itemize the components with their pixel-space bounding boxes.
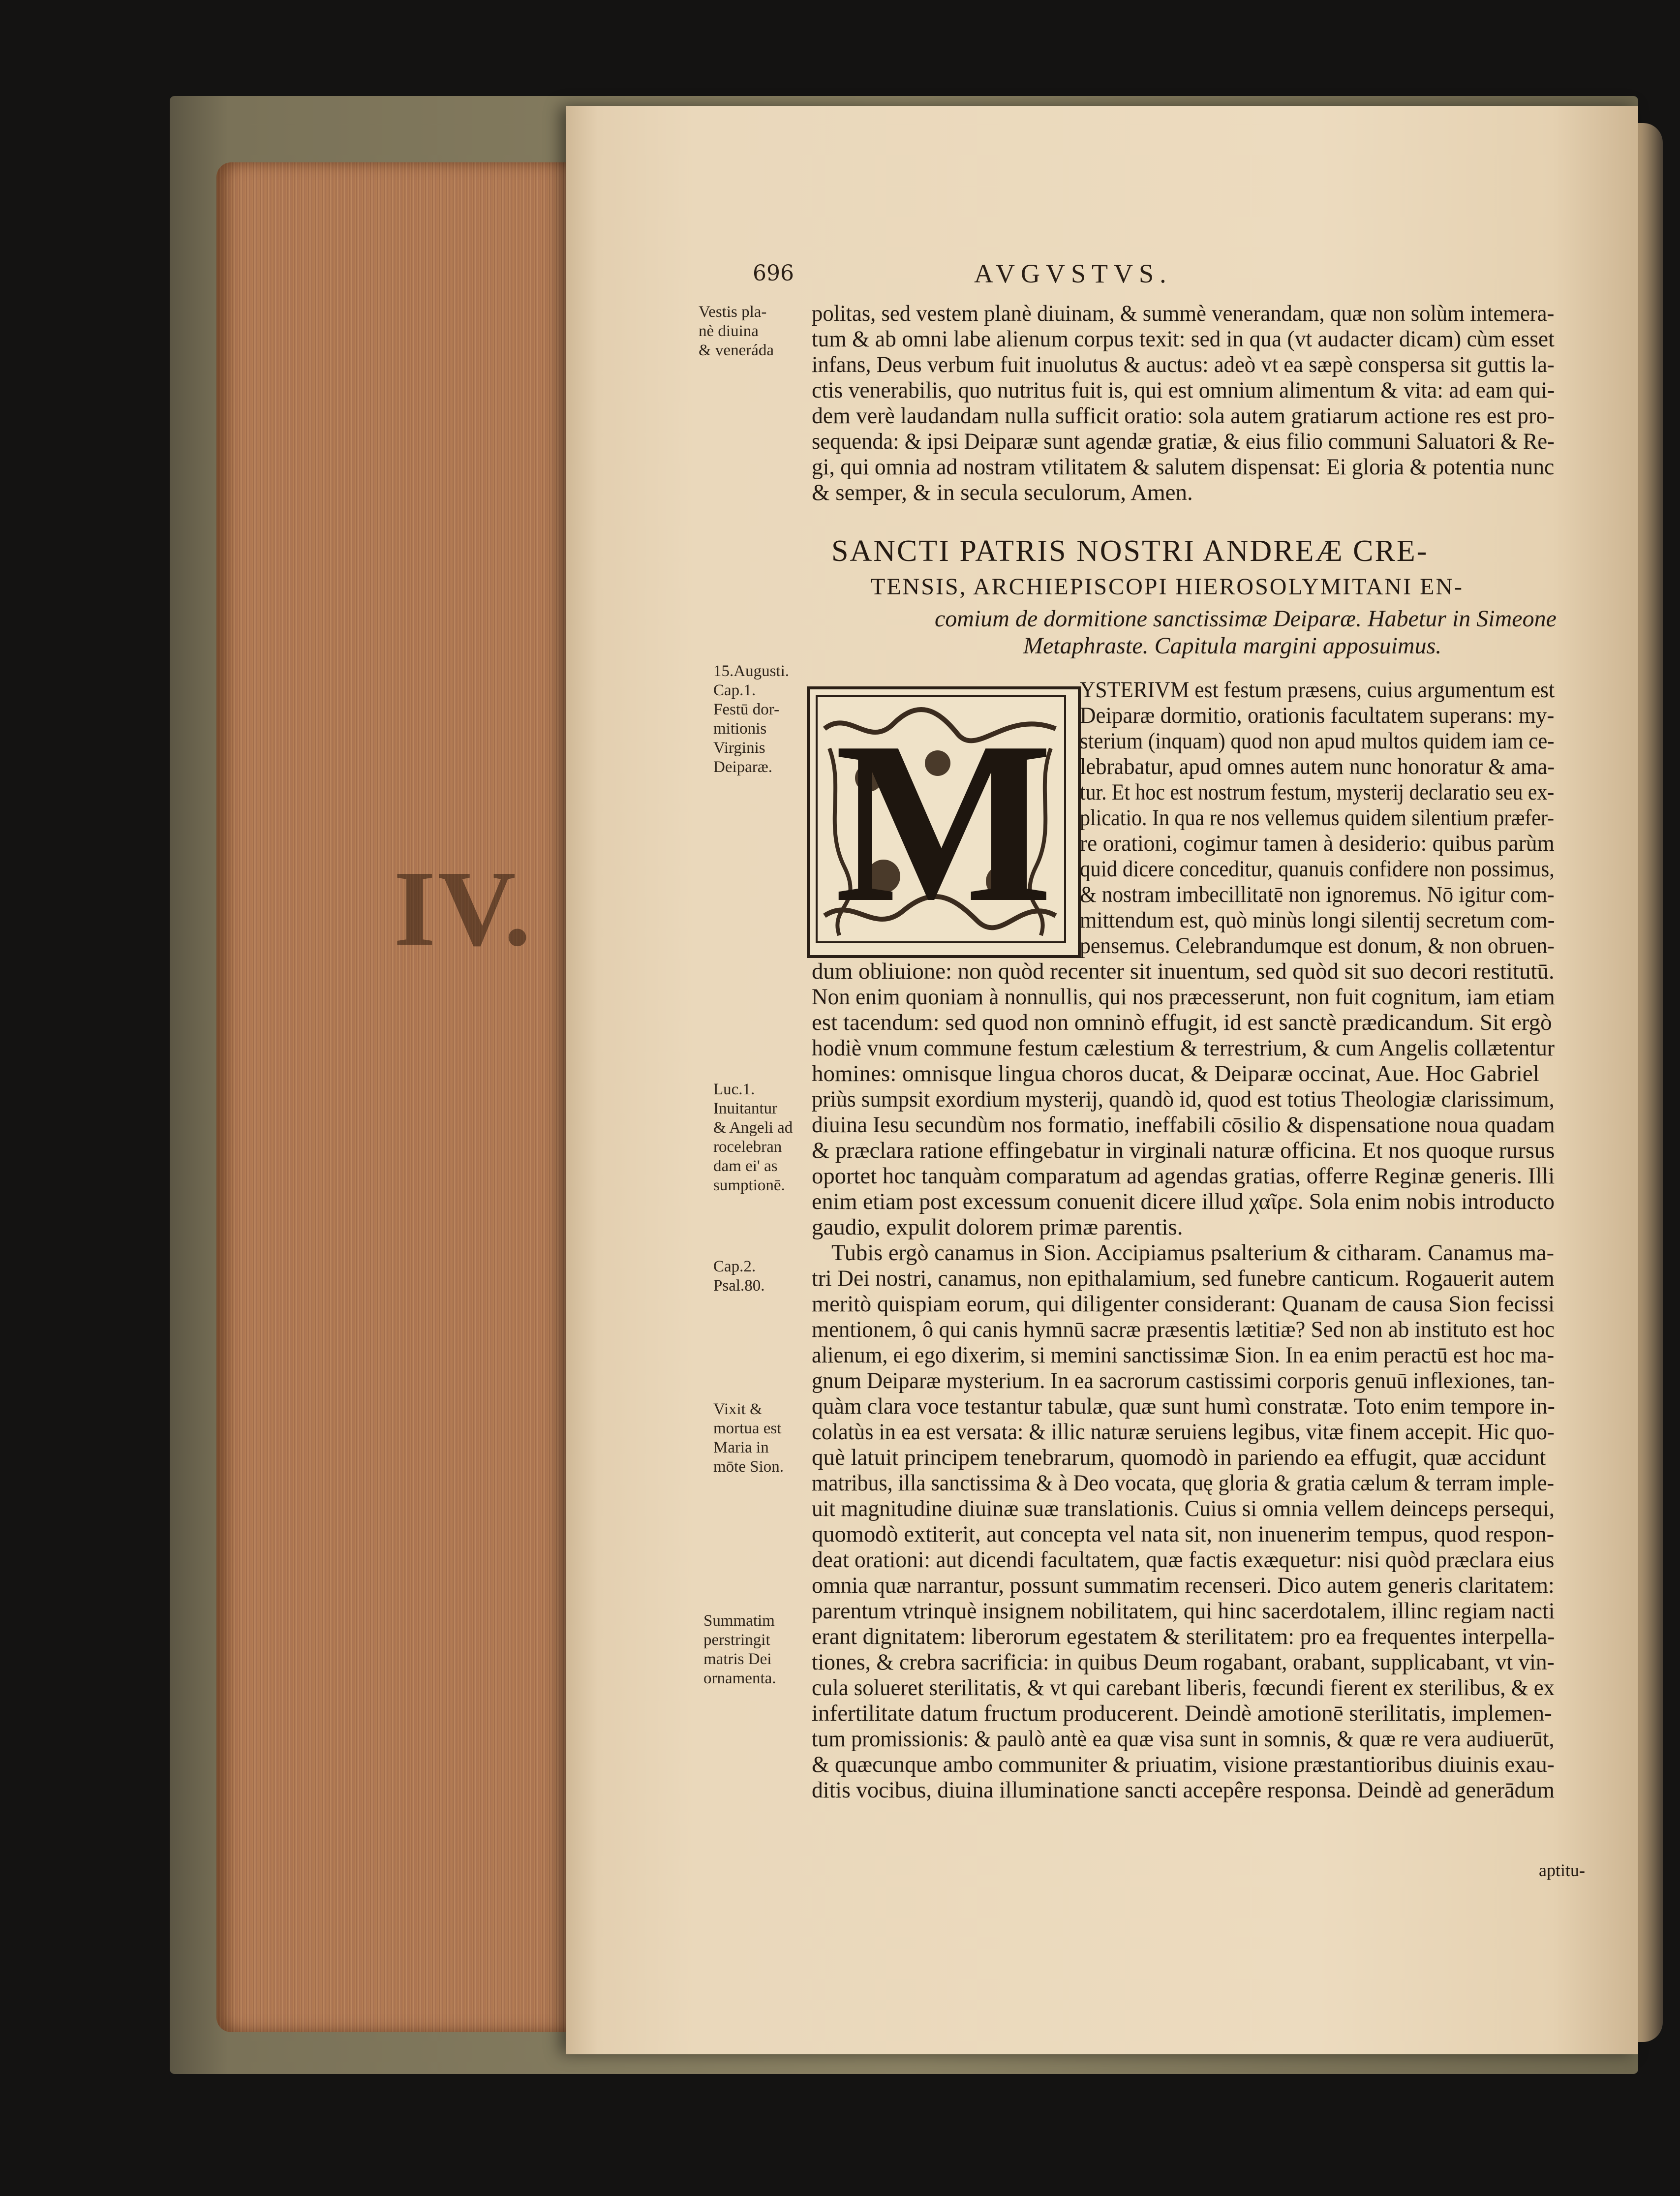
text-line: ctis venerabilis, quo nutritus fuit is, qui est omnium alimentum & vita: ad eam qui- — [812, 377, 1555, 403]
catchword: aptitu- — [1539, 1860, 1585, 1880]
text-line: politas, sed vestem planè diuinam, & summè venerandam, quæ non solùm intemera- — [812, 301, 1555, 326]
text-line: quàm clara voce testantur tabulæ, quæ sunt humì constratæ. Toto enim tempore in- — [812, 1393, 1555, 1419]
margin-note: Cap.2. Psal.80. — [713, 1258, 765, 1295]
text-line: dem verè laudandam nulla sufficit oratio: sola autem gratiarum actione res est pro- — [812, 403, 1555, 429]
text-line: tri Dei nostri, canamus, non epithalamium, sed funebre canticum. Rogauerit autem — [812, 1266, 1555, 1291]
text-line: gaudio, expulit dolorem primæ parentis. — [812, 1214, 1183, 1240]
running-head: AVGVSTVS. — [974, 259, 1172, 288]
text-line: què latuit principem tenebrarum, quomodò in pariendo ea effugit, quæ accidunt — [812, 1445, 1546, 1470]
margin-note: Vixit & mortua est Maria in mōte Sion. — [713, 1400, 784, 1476]
text-line: homines: omnisque lingua choros ducat, & Deiparæ occinat, Aue. Hoc Gabriel — [812, 1061, 1539, 1086]
decorated-initial — [807, 686, 1081, 958]
text-line: tur. Et hoc est nostrum festum, mysterij declaratio seu ex- — [1080, 779, 1555, 805]
text-line: tiones, & crebra sacrificia: in quibus Deum rogabant, orabant, supplicabant, vt vin- — [812, 1649, 1555, 1675]
text-line: enim etiam post excessum conuenit dicere illud χαῖρε. Sola enim nobis introducto — [812, 1189, 1555, 1214]
margin-note: Luc.1. Inuitantur & Angeli ad rocelebran dam ei' as sumptionē. — [713, 1081, 793, 1194]
text-line: gi, qui omnia ad nostram vtilitatem & salutem dispensat: Ei gloria & potentia nunc — [812, 454, 1555, 480]
text-line: pensemus. Celebrandumque est donum, & non obruen- — [1080, 933, 1555, 959]
text-line: matribus, illa sanctissima & à Deo vocata, quę gloria & gratia cælum & terram imple- — [812, 1470, 1555, 1496]
text-line: quid dicere conceditur, quanuis confidere non possimus, — [1080, 856, 1555, 882]
text-line: oportet hoc tanquàm comparatum ad agendas gratias, offerre Reginæ generis. Illi — [812, 1163, 1555, 1189]
text-line: infertilitate datum fructum producerent. Deindè amotionē sterilitatis, implemen- — [812, 1701, 1552, 1726]
text-line: YSTERIVM est festum præsens, cuius argumentum est — [1080, 677, 1555, 703]
text-line: re orationi, cogimur tamen à desiderio: quibus parùm — [1080, 831, 1555, 856]
text-line: diuina Iesu secundùm nos formatio, ineffabili cōsilio & dispensatione noua quadam — [812, 1112, 1555, 1138]
text-line: cula solueret sterilitatis, & vt qui carebant liberis, fœcundi fierent ex sterilibus, & ex — [812, 1675, 1555, 1701]
fore-edge-of-pages — [216, 162, 571, 2032]
text-line: sequenda: & ipsi Deiparæ sunt agendæ gratiæ, & eius filio communi Saluatori & Re- — [812, 429, 1555, 454]
fore-edge-inscription: IV. — [394, 848, 533, 968]
text-line: alienum, ei ego dixerim, si memini sanctissimæ Sion. In ea enim peractū est hoc ma- — [812, 1342, 1555, 1368]
text-line: hodiè vnum commune festum cælestium & terrestrium, & cum Angelis collætentur — [812, 1035, 1555, 1061]
text-line: parentum vtrinquè insignem nobilitatem, qui hinc sacerdotalem, illinc regiam nacti — [812, 1598, 1555, 1624]
margin-note: Vestis pla- nè diuina & veneráda — [699, 303, 774, 359]
text-line: tum & ab omni labe alienum corpus texit: sed in qua (vt audacter dicam) cùm esset — [812, 326, 1555, 352]
text-line: mentionem, ô qui canis hymnū sacræ præsentis lætitiæ? Sed non ab instituto est hoc — [812, 1317, 1555, 1342]
initial-letter: M — [834, 694, 1053, 950]
page-number: 696 — [753, 261, 794, 286]
section-heading-line-1: SANCTI PATRIS NOSTRI ANDREÆ CRE- — [831, 534, 1429, 568]
text-line: dum obliuione: non quòd recenter sit inuentum, sed quòd sit suo decori restitutū. — [812, 959, 1555, 984]
section-heading-line-4: Metaphraste. Capitula margini apposuimus. — [1023, 633, 1442, 659]
text-line: uit magnitudine diuinæ suæ translationis. Cuius si omnia vellem deinceps persequi, — [812, 1496, 1555, 1521]
section-heading-line-3: comium de dormitione sanctissimæ Deiparæ. Habetur in Simeone — [935, 606, 1557, 632]
text-line: erant dignitatem: liberorum egestatem & sterilitatem: pro ea frequentes interpella- — [812, 1624, 1555, 1649]
text-line: gnum Deiparæ mysterium. In ea sacrorum castissimi corporis genuū inflexiones, tan- — [812, 1368, 1555, 1393]
text-line: tum promissionis: & paulò antè ea quæ visa sunt in somnis, & quæ re vera audiuerūt, — [812, 1726, 1555, 1752]
text-line: quomodò extiterit, aut concepta vel nata sit, non inuenerim tempus, quod respon- — [812, 1521, 1555, 1547]
text-line: mittendum est, quò minùs longi silentij secretum com- — [1080, 907, 1555, 933]
text-line: sterium (inquam) quod non apud multos quidem iam ce- — [1080, 728, 1555, 754]
text-line: est tacendum: sed quod non omninò effugit, id est sanctè prædicandum. Sit ergò — [812, 1010, 1552, 1035]
text-line: & quæcunque ambo communiter & priuatim, visione præstantioribus diuinis exau- — [812, 1752, 1555, 1777]
text-line: infans, Deus verbum fuit inuolutus & auctus: adeò vt ea sæpè conspersa sit guttis la- — [812, 352, 1555, 377]
margin-note: 15.Augusti. Cap.1. Festū dor- mitionis Virginis Deiparæ. — [713, 662, 790, 776]
text-line: & nostram imbecillitatē non ignoremus. Nō igitur com- — [1080, 882, 1555, 907]
text-line: omnia quæ narrantur, possunt summatim recenseri. Dico autem generis claritatem: — [812, 1573, 1555, 1598]
text-line: meritò quispiam eorum, qui diligenter considerant: Quanam de causa Sion fecissi — [812, 1291, 1555, 1317]
text-line: deat orationi: aut dicendi facultatem, quæ factis exæquetur: nisi quòd præclara eius — [812, 1547, 1555, 1573]
text-line: & semper, & in secula seculorum, Amen. — [812, 480, 1193, 505]
text-line: & præclara ratione effingebatur in virginali naturæ officina. Et nos quoque rursus — [812, 1138, 1555, 1163]
text-line: Deiparæ dormitio, orationis facultatem superans: my- — [1080, 703, 1555, 728]
text-line: priùs sumpsit exordium mysterij, quandò id, quod est totius Theologiæ clarissimum, — [812, 1086, 1555, 1112]
text-line: colatùs in ea est versata: & illic naturæ seruiens legibus, vitæ finem accepit. Hic quo- — [812, 1419, 1555, 1445]
text-line: Non enim quoniam à nonnullis, qui nos præcesserunt, non fuit cognitum, iam etiam — [812, 984, 1555, 1010]
text-line: Tubis ergò canamus in Sion. Accipiamus psalterium & citharam. Canamus ma- — [831, 1240, 1555, 1266]
text-line: lebrabatur, apud omnes autem nunc honoratur & ama- — [1080, 754, 1555, 779]
text-line: ditis vocibus, diuina illuminatione sancti accepêre responsa. Deindè ad generādum — [812, 1777, 1555, 1803]
margin-note: Summatim perstringit matris Dei ornamenta. — [703, 1612, 776, 1687]
section-heading-line-2: TENSIS, ARCHIEPISCOPI HIEROSOLYMITANI EN- — [871, 574, 1464, 600]
text-line: plicatio. In qua re nos vellemus quidem silentium præfer- — [1080, 805, 1555, 831]
